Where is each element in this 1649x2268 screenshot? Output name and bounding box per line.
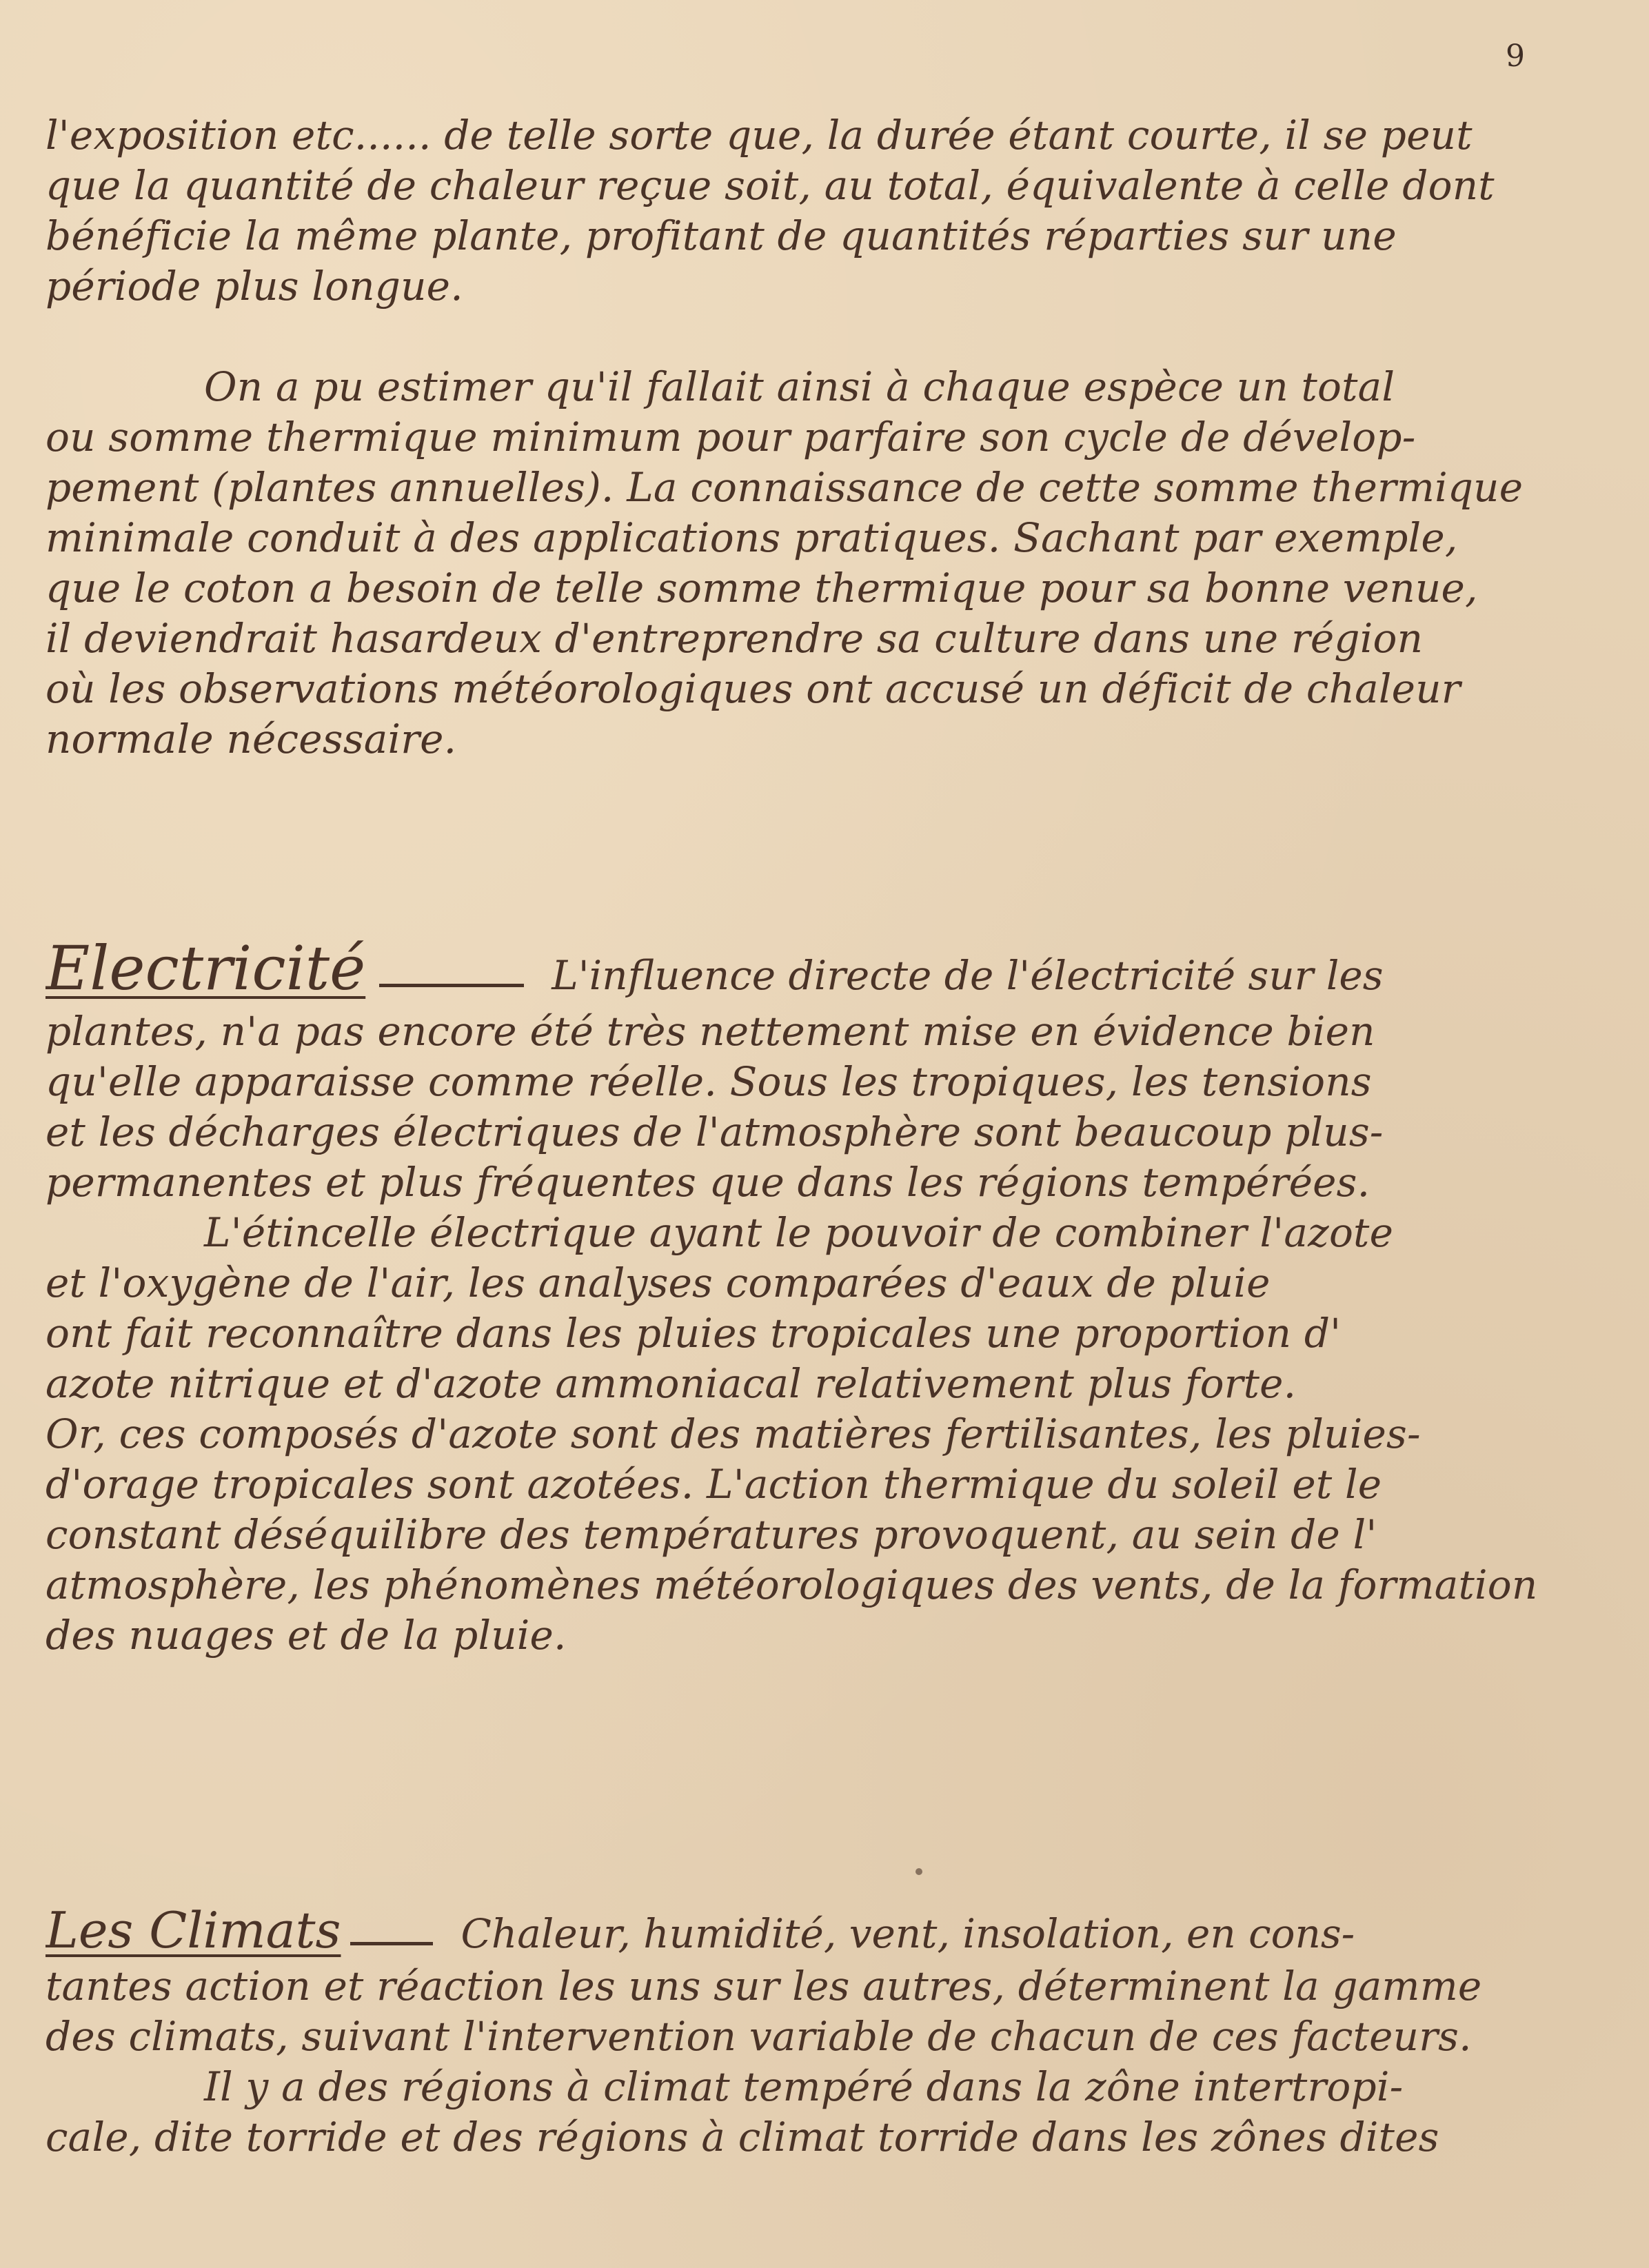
text-line: constant déséquilibre des températures provoquent, au sein de l' [45,1511,1377,1558]
text-line: Or, ces composés d'azote sont des matières fertilisantes, les pluies- [45,1410,1421,1457]
text-line: minimale conduit à des applications pratiques. Sachant par exemple, [45,514,1458,561]
text-line: azote nitrique et d'azote ammoniacal relativement plus forte. [45,1360,1297,1407]
text-line: d'orage tropicales sont azotées. L'action thermique du soleil et le [45,1461,1382,1508]
heading-dash [379,984,524,987]
text-line: atmosphère, les phénomènes météorologiques des vents, de la formation [45,1561,1538,1608]
text-line: des climats, suivant l'intervention variable de chacun de ces facteurs. [45,2013,1472,2060]
text-line: que le coton a besoin de telle somme thermique pour sa bonne venue, [45,565,1478,611]
section-heading: Electricité [45,933,366,1004]
text-line: Il y a des régions à climat tempéré dans la zône intertropi- [204,2063,1404,2110]
text-line: où les observations météorologiques ont accusé un déficit de chaleur [45,665,1461,712]
text-line: période plus longue. [45,263,463,310]
text-line: ont fait reconnaître dans les pluies tropicales une proportion d' [45,1310,1342,1357]
text-line: L'étincelle électrique ayant le pouvoir de combiner l'azote [204,1209,1394,1256]
text-line: des nuages et de la pluie. [45,1612,567,1659]
section-electricite [45,931,1555,1661]
section-first-line: L'influence directe de l'électricité sur les [552,952,1384,999]
section-heading: Les Climats [45,1901,341,1959]
page-number: 9 [1506,39,1525,74]
section-heading-line [45,931,1555,1006]
text-line: il deviendrait hasardeux d'entreprendre sa culture dans une région [45,615,1424,662]
section-first-line: Chaleur, humidité, vent, insolation, en cons- [461,1910,1355,1957]
text-line: On a pu estimer qu'il fallait ainsi à chaque espèce un total [204,363,1395,410]
text-line: l'exposition etc...... de telle sorte que, la durée étant courte, il se peut [45,112,1473,159]
paragraph-continuation [45,110,1555,312]
text-line: bénéficie la même plante, profitant de quantités réparties sur une [45,212,1397,259]
text-line: que la quantité de chaleur reçue soit, au total, équivalente à celle dont [45,162,1495,209]
text-line: pement (plantes annuelles). La connaissance de cette somme thermique [45,464,1524,511]
section-climats [45,1899,1555,2163]
text-line: et l'oxygène de l'air, les analyses comparées d'eaux de pluie [45,1259,1271,1306]
text-line: normale nécessaire. [45,716,457,762]
text-line: ou somme thermique minimum pour parfaire son cycle de dévelop- [45,414,1416,460]
text-line: cale, dite torride et des régions à climat torride dans les zônes dites [45,2114,1439,2160]
ink-spot [915,1868,922,1875]
text-line: permanentes et plus fréquentes que dans les régions tempérées. [45,1159,1370,1206]
section-heading-line [45,1899,1555,1961]
heading-dash [350,1942,433,1945]
text-line: qu'elle apparaisse comme réelle. Sous les tropiques, les tensions [45,1058,1372,1105]
text-line: tantes action et réaction les uns sur les autres, déterminent la gamme [45,1963,1482,2009]
text-line: et les décharges électriques de l'atmosphère sont beaucoup plus- [45,1108,1384,1155]
paragraph-somme-thermique [45,362,1555,765]
text-line: plantes, n'a pas encore été très nettement mise en évidence bien [45,1008,1375,1055]
